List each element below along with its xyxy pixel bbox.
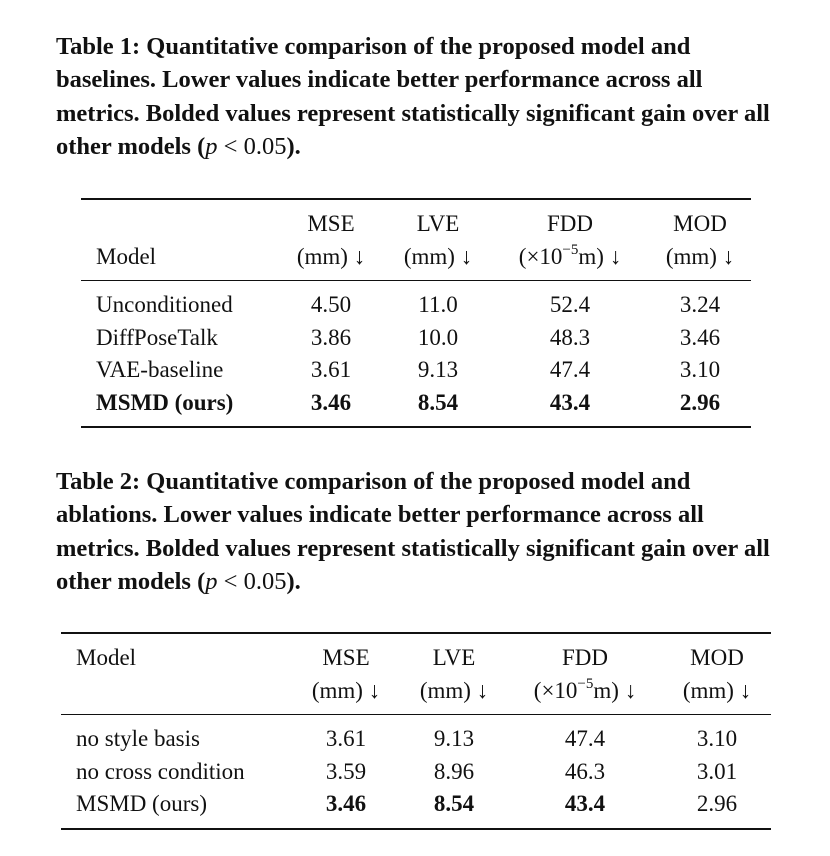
- row-mse: 3.59: [325, 758, 367, 784]
- row-model: DiffPoseTalk: [96, 324, 218, 350]
- table1-caption-threshold: < 0.05: [217, 132, 287, 160]
- table-row: [81, 387, 751, 428]
- table1-header-model: Model: [81, 241, 277, 281]
- table2-header-lve: LVE: [432, 645, 476, 670]
- table1-caption-text: Table 1: Quantitative comparison of the proposed model and baselines. Lower values indicate better performance across all metrics. Bolded values represent statistically significant gain over all other models (: [56, 33, 770, 160]
- row-mse: 3.46: [325, 791, 367, 816]
- table2-caption-text: Table 2: Quantitative comparison of the proposed model and ablations. Lower values indicate better performance across all metrics. Bolded values represent statistically significant gain over all other models (: [56, 468, 770, 595]
- table1-unit-fdd-exp: −5: [562, 241, 579, 258]
- row-mod: 3.24: [679, 292, 721, 317]
- row-lve: 8.54: [417, 389, 459, 415]
- table1-header-lve: LVE: [416, 211, 460, 236]
- row-mod: 2.96: [696, 791, 738, 816]
- row-mod: 2.96: [679, 389, 721, 415]
- row-lve: 9.13: [433, 726, 475, 751]
- table-row: [81, 354, 751, 387]
- table2-header-model: Model: [76, 645, 137, 670]
- table1-header-fdd: FDD: [546, 211, 593, 236]
- row-model: MSMD (ours): [96, 389, 234, 415]
- table1-unit-fdd: [491, 241, 649, 281]
- table2-caption-end: ).: [286, 567, 301, 595]
- row-lve: 11.0: [418, 292, 458, 317]
- row-mse: 3.61: [310, 357, 352, 382]
- row-fdd: 48.3: [549, 324, 591, 350]
- row-model: MSMD (ours): [76, 791, 207, 816]
- row-mse: 3.86: [310, 324, 352, 350]
- row-lve: 8.96: [433, 758, 475, 784]
- row-fdd: 46.3: [564, 758, 606, 784]
- table2-header-mse: MSE: [322, 645, 370, 670]
- row-model: no cross condition: [76, 758, 245, 784]
- table2-header-unit-row: [61, 675, 771, 715]
- row-lve: 10.0: [417, 324, 459, 350]
- table1-header-mod: MOD: [673, 211, 727, 236]
- row-lve: 9.13: [417, 357, 459, 382]
- row-model: Unconditioned: [96, 292, 233, 317]
- table2-caption-math: [205, 568, 286, 595]
- table1-header-unit-row: [81, 241, 751, 281]
- table1-unit-mod: (mm) ↓: [649, 241, 751, 281]
- table2: [61, 632, 771, 830]
- row-fdd: 47.4: [564, 726, 606, 751]
- row-fdd: 52.4: [549, 292, 591, 317]
- row-mse: 4.50: [310, 292, 352, 317]
- table-row: [61, 715, 771, 756]
- table2-unit-fdd-pre: (×10: [533, 677, 578, 703]
- table1-unit-fdd-pre: (×10: [518, 243, 563, 269]
- table1-unit-fdd-post: m) ↓: [578, 243, 622, 269]
- table1-header-row: [81, 199, 751, 241]
- row-mod: 3.10: [696, 726, 738, 751]
- row-fdd: 43.4: [549, 389, 591, 415]
- table-row: [61, 788, 771, 829]
- table2-unit-mod: (mm) ↓: [663, 675, 771, 715]
- row-mod: 3.46: [679, 324, 721, 350]
- table1: [81, 198, 751, 428]
- table2-caption-threshold: < 0.05: [217, 567, 287, 595]
- table-row: [81, 322, 751, 355]
- table2-caption-p: p: [205, 567, 218, 595]
- table1-unit-lve: (mm) ↓: [385, 241, 491, 281]
- table1-caption: [56, 30, 786, 163]
- row-mod: 3.01: [696, 758, 738, 784]
- table-row: [61, 756, 771, 789]
- row-fdd: 43.4: [564, 791, 606, 816]
- table2-unit-fdd: [507, 675, 663, 715]
- table2-header-mod: MOD: [690, 645, 744, 670]
- row-model: VAE-baseline: [96, 357, 224, 382]
- table1-caption-end: ).: [286, 132, 301, 160]
- table2-unit-fdd-post: m) ↓: [593, 677, 637, 703]
- row-mod: 3.10: [679, 357, 721, 382]
- table2-unit-mse: (mm) ↓: [291, 675, 401, 715]
- row-model: no style basis: [76, 726, 200, 751]
- row-lve: 8.54: [433, 791, 475, 816]
- table1-caption-p: p: [205, 132, 218, 160]
- table-row: [81, 281, 751, 322]
- table1-header-mse: MSE: [307, 211, 355, 236]
- table2-caption: [56, 465, 786, 598]
- table2-unit-fdd-exp: −5: [577, 675, 594, 692]
- table1-unit-mse: (mm) ↓: [277, 241, 385, 281]
- row-mse: 3.61: [325, 726, 367, 751]
- row-mse: 3.46: [310, 389, 352, 415]
- table2-header-fdd: FDD: [561, 645, 608, 670]
- table2-unit-lve: (mm) ↓: [401, 675, 507, 715]
- table2-header-row: [61, 633, 771, 675]
- table1-caption-math: [205, 133, 286, 160]
- row-fdd: 47.4: [549, 357, 591, 382]
